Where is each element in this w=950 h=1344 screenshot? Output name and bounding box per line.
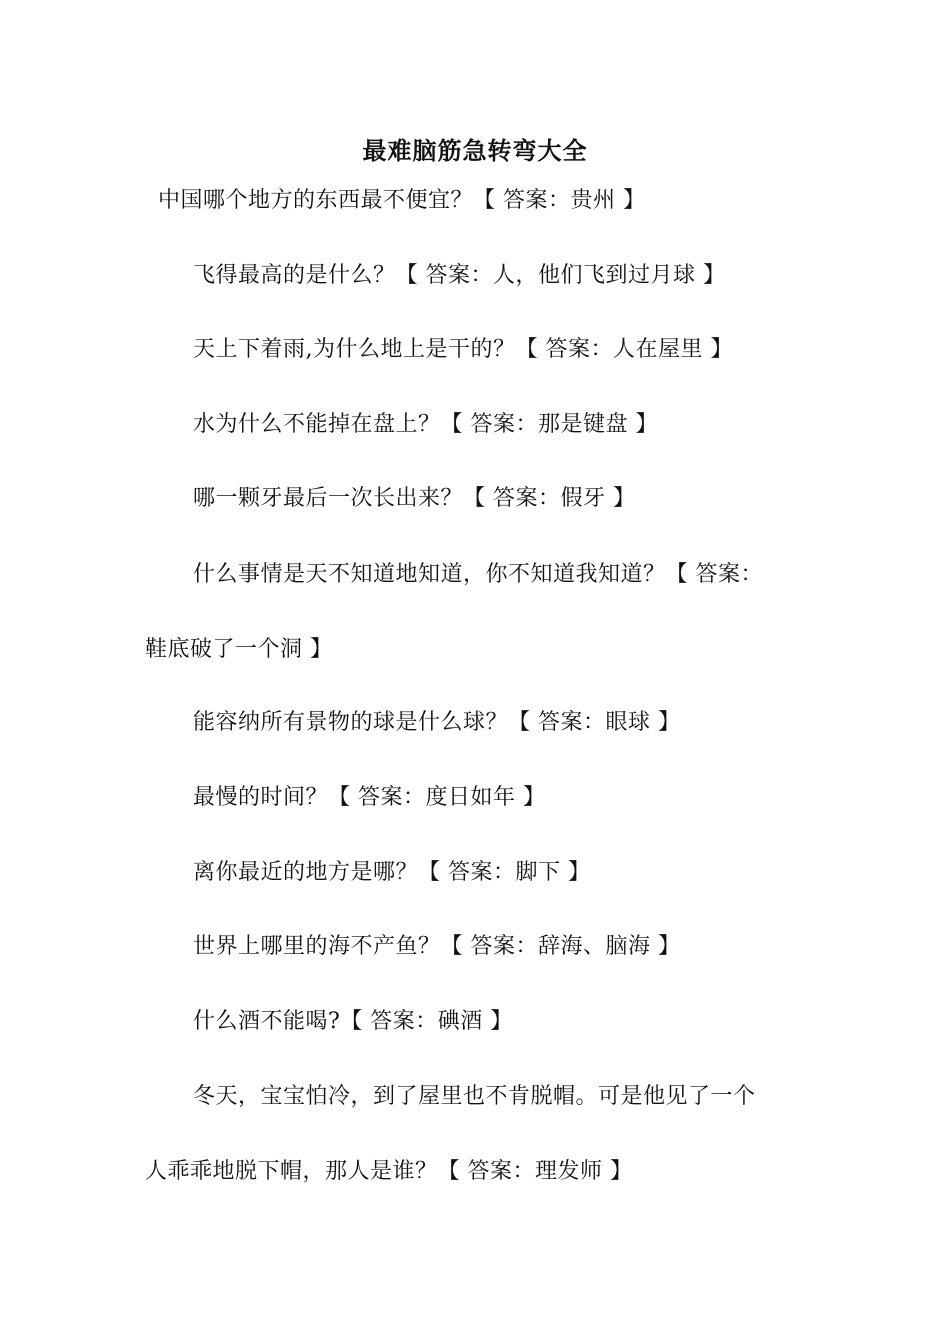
riddle-line: 哪一颗牙最后一次长出来？【 答案：假牙 】 (193, 486, 636, 511)
riddle-line: 什么事情是天不知道地知道，你不知道我知道？【 答案： (193, 562, 763, 587)
riddle-line: 能容纳所有景物的球是什么球？【 答案：眼球 】 (193, 710, 681, 735)
riddle-line: 水为什么不能掉在盘上？【 答案：那是键盘 】 (193, 412, 658, 437)
riddle-line: 世界上哪里的海不产鱼？【 答案：辞海、脑海 】 (193, 934, 681, 959)
riddle-line-continuation: 鞋底破了一个洞 】 (145, 637, 333, 662)
riddle-line: 中国哪个地方的东西最不便宜？【 答案：贵州 】 (158, 188, 646, 213)
riddle-line: 冬天，宝宝怕冷，到了屋里也不肯脱帽。可是他见了一个 (193, 1084, 756, 1109)
riddle-line: 最慢的时间？【 答案：度日如年 】 (193, 785, 546, 810)
page-title: 最难脑筋急转弯大全 (362, 136, 588, 165)
riddle-line: 什么酒不能喝?【 答案：碘酒 】 (193, 1009, 513, 1034)
riddle-line: 天上下着雨,为什么地上是干的？【 答案：人在屋里 】 (193, 337, 733, 362)
riddle-line-continuation: 人乖乖地脱下帽，那人是谁？【 答案：理发师 】 (145, 1159, 633, 1184)
riddle-line: 飞得最高的是什么？【 答案：人，他们飞到过月球 】 (193, 263, 726, 288)
riddle-line: 离你最近的地方是哪？【 答案：脚下 】 (193, 860, 591, 885)
